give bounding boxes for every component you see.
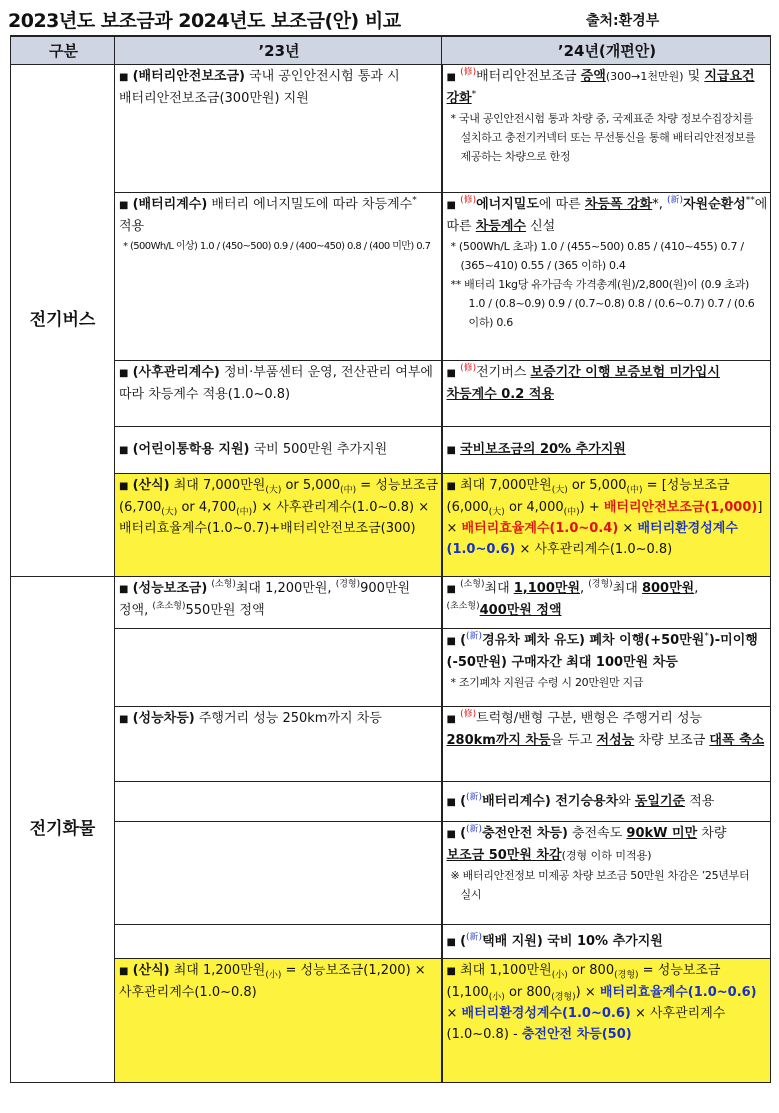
bullet-icon: ■ — [446, 965, 456, 977]
item-emph: 저성능 — [596, 732, 635, 748]
item-text: 주행거리 성능 250km까지 차등 — [194, 710, 382, 726]
item-emph: 800만원 — [641, 580, 695, 596]
footnote-mark: ** — [745, 195, 755, 206]
bullet-icon: ■ — [446, 796, 456, 808]
size-mark: (大) — [161, 507, 178, 518]
item-text: 트럭형/밴형 구분, 밴형은 주행거리 성능 — [476, 710, 703, 726]
item-text: 신설 — [525, 218, 556, 234]
footnote: * 국내 공인안전시험 통과 차량 중, 국제표준 차량 정보수집장치를 설치하고 충전기커넥터 또는 무선통신을 통해 배터리안전정보를 제공하는 차량으로 한정 — [450, 111, 756, 163]
table-row — [11, 64, 771, 192]
cell-2024 — [442, 576, 771, 628]
new-mark: (新) — [466, 932, 483, 943]
cell-2024: ■ ($^{(新)}$배터리계수) 전기승용차와 동일기준 적용 — [442, 781, 771, 821]
item-head: (성능차등) — [132, 710, 195, 726]
item-text: (300→1천만원) — [605, 69, 684, 83]
new-mark: (新) — [466, 631, 483, 642]
table-row — [11, 426, 771, 473]
cell-2024 — [442, 958, 771, 1082]
page-title: 2023년도 보조금과 2024년도 보조금(안) 비교 — [8, 10, 401, 32]
item-text: 에 따른 — [538, 196, 585, 212]
item-text: 최대 1,100만원 — [460, 962, 552, 978]
item-emph: 280km까지 차등 — [446, 732, 551, 748]
item-blue: 배터리환경성계수(1.0~0.6) — [461, 1005, 631, 1021]
item-text: 배터리 에너지밀도에 따라 차등계수 — [207, 196, 413, 212]
size-mark: (中) — [340, 485, 357, 496]
table-row — [11, 706, 771, 781]
bullet-icon: ■ — [119, 71, 129, 83]
bullet-icon: ■ — [119, 480, 129, 492]
header-2024: ’24년(개편안) — [442, 36, 771, 64]
cell-2024 — [442, 192, 771, 360]
item-text: 및 — [683, 68, 705, 84]
cell-2023 — [115, 64, 442, 192]
footnote-mark: * — [704, 631, 709, 642]
item-head: (성능보조금) — [132, 580, 208, 596]
item-blue: 충전안전 차등(50) — [521, 1026, 632, 1042]
table-row — [11, 473, 771, 576]
item-emph: 국비보조금의 20% 추가지원 — [460, 442, 626, 457]
table-row — [11, 958, 771, 1082]
cell-2023 — [115, 628, 442, 706]
item-text: 최대 1,200만원 — [169, 962, 266, 978]
cell-2023 — [115, 426, 442, 473]
table-row — [11, 192, 771, 360]
bullet-icon: ■ — [119, 367, 129, 379]
bullet-icon: ■ — [446, 828, 456, 840]
mod-mark: (修) — [460, 363, 477, 374]
item-head: (어린이통학용 지원) — [132, 442, 250, 457]
item-text: or 4,700 — [177, 499, 237, 515]
item-text: 국비 500만원 추가지원 — [249, 442, 388, 457]
item-text: × 사후관리계수(1.0~0.8) — [515, 541, 673, 557]
footnote-mark: * — [412, 195, 417, 206]
item-text: 900만원 정액, — [119, 580, 411, 618]
item-text: or 4,000 — [504, 499, 564, 515]
item-text: 을 두고 — [550, 732, 597, 748]
table-row — [11, 924, 771, 958]
item-text: × — [618, 520, 638, 536]
item-text: or 800 — [504, 984, 552, 1000]
size-mark: (大) — [265, 485, 282, 496]
bullet-icon: ■ — [119, 713, 129, 725]
bullet-icon: ■ — [446, 71, 456, 83]
bullet-icon: ■ — [446, 445, 456, 456]
item-emph: 동일기준 — [634, 793, 686, 809]
footnote: * (500Wh/L 이상) 1.0 / (450~500) 0.9 / (400~450) 0.8 / (400 미만) 0.7 — [123, 240, 431, 252]
item-emph: 90kW 미만 — [626, 825, 698, 841]
item-text: 최대 1,200만원, — [235, 580, 336, 596]
item-text: = [성능보조금(6,000 — [446, 477, 730, 515]
size-mark: (경형) — [551, 992, 576, 1003]
size-mark: (경형) — [614, 970, 639, 981]
bullet-icon: ■ — [446, 713, 456, 725]
size-mark: (小) — [265, 970, 282, 981]
footnote-mark: * — [471, 89, 477, 100]
table-row — [11, 781, 771, 821]
footnote: * 조기폐차 지원금 수령 시 20만원만 지급 — [450, 675, 644, 689]
item-blue: 배터리효율계수(1.0~0.6) — [599, 984, 757, 1000]
cell-2023 — [115, 360, 442, 426]
cell-2023 — [115, 706, 442, 781]
item-text: 에 따른 — [446, 196, 768, 234]
item-text: 차량 — [697, 825, 727, 841]
item-head: (배터리계수) — [132, 196, 208, 212]
bullet-icon: ■ — [446, 199, 456, 211]
item-emph: 보증기간 이행 보증보험 미가입시 차등계수 0.2 적용 — [446, 364, 720, 402]
bullet-icon: ■ — [446, 936, 456, 948]
item-head: 충전안전 차등) — [482, 825, 568, 841]
item-emph: 차등계수 — [475, 218, 526, 234]
item-text: × — [446, 1005, 462, 1021]
new-mark: (新) — [466, 792, 483, 803]
item-emph: 차등폭 강화 — [584, 196, 653, 212]
header-2023: ’23년 — [115, 36, 442, 64]
bullet-icon: ■ — [446, 367, 456, 379]
category-bus: 전기버스 — [11, 64, 115, 576]
mod-mark: (修) — [460, 709, 477, 720]
table-header-row — [11, 36, 771, 64]
size-mark: (小) — [551, 970, 568, 981]
item-head: 자원순환성 — [683, 196, 746, 212]
item-head: (산식) — [132, 962, 170, 978]
item-emph: 400만원 정액 — [479, 602, 562, 618]
size-mark: (초소형) — [446, 601, 480, 612]
item-text: × 사후관리계수(1.0~0.8) - — [446, 1005, 726, 1042]
item-text: 와 — [618, 793, 635, 809]
item-text: 최대 7,000만원 — [460, 477, 552, 493]
item-red: 배터리안전보조금(1,000) — [603, 499, 758, 515]
item-text: 차량 보조금 — [634, 732, 710, 748]
item-head: )-미이행(-50만원) 구매자간 최대 100만원 차등 — [446, 632, 758, 670]
item-emph: 지급요건 강화 — [446, 68, 755, 106]
item-emph: 1,100만원 — [513, 580, 581, 596]
item-red: 배터리효율계수(1.0~0.4) — [461, 520, 619, 536]
item-head: 경유차 폐차 유도) 폐차 이행(+50만원 — [482, 632, 705, 648]
cell-2024 — [442, 426, 771, 473]
item-text: 적용 — [685, 793, 715, 809]
item-text: ] × — [446, 499, 763, 536]
item-text: or 800 — [567, 962, 615, 978]
cell-2024 — [442, 64, 771, 192]
cell-2023 — [115, 958, 442, 1082]
item-blue: 배터리환경성계수(1.0~0.6) — [446, 520, 738, 557]
table-row — [11, 821, 771, 924]
item-text: = 성능보조금(1,100 — [446, 962, 721, 1000]
cell-2024: ■ ($^{(新)}$택배 지원) 국비 10% 추가지원 — [442, 924, 771, 958]
size-mark: (中) — [626, 485, 643, 496]
item-text: 최대 7,000만원 — [169, 477, 266, 493]
new-mark: (新) — [466, 824, 483, 835]
item-text: 정비·부품센터 운영, 전산관리 여부에 따라 차등계수 적용(1.0~0.8) — [119, 364, 433, 402]
comparison-table — [10, 35, 771, 1083]
table-row — [11, 576, 771, 628]
table-row — [11, 628, 771, 706]
item-text: 국내 공인안전시험 통과 시 배터리안전보조금(300만원) 지원 — [119, 68, 400, 106]
bullet-icon: ■ — [119, 445, 129, 456]
cell-2024 — [442, 360, 771, 426]
item-emph: 대폭 축소 — [709, 732, 765, 748]
category-truck: 전기화물 — [11, 576, 115, 1082]
size-mark: (小) — [488, 992, 505, 1003]
item-text: *, — [652, 196, 667, 212]
item-head: 에너지밀도 — [476, 196, 539, 212]
size-mark: (소형) — [211, 579, 236, 590]
cell-2023 — [115, 924, 442, 958]
source-label: 출처:환경부 — [586, 13, 660, 29]
item-head: (배터리안전보조금) — [132, 68, 245, 84]
bullet-icon: ■ — [119, 199, 129, 211]
header-category: 구분 — [11, 36, 115, 64]
size-mark: (경형) — [335, 579, 361, 590]
item-emph: 보조금 50만원 차감 — [446, 847, 562, 863]
mod-mark: (修) — [460, 195, 477, 206]
bullet-icon: ■ — [446, 480, 456, 492]
size-mark: (초소형) — [152, 601, 186, 612]
item-text: , — [694, 580, 699, 596]
item-text: (경형 이하 미적용) — [561, 848, 652, 862]
bullet-icon: ■ — [119, 583, 129, 595]
size-mark: (大) — [488, 507, 505, 518]
size-mark: (中) — [236, 507, 253, 518]
item-text: 전기버스 — [476, 364, 531, 380]
item-text: or 5,000 — [281, 477, 341, 493]
size-mark: (경형) — [588, 579, 613, 590]
item-text: ) + — [579, 499, 604, 515]
new-mark: (新) — [666, 195, 683, 206]
size-mark: (中) — [563, 507, 580, 518]
cell-2023 — [115, 473, 442, 576]
cell-2023 — [115, 192, 442, 360]
cell-2024: ■ ($^{(新)}$충전안전 차등) 충전속도 90kW 미만 차량 보조금 50만원 차감(경형 이하 미적용) ※ 배터리안전정보 미제공 차량 보조금 50만원 차감은 ’25년부터 실시 — [442, 821, 771, 924]
item-head: 배터리계수) 전기승용차 — [482, 793, 619, 809]
footnote: * (500Wh/L 초과) 1.0 / (455~500) 0.85 / (410~455) 0.7 / (365~410) 0.55 / (365 이하) 0.4 — [450, 239, 744, 272]
footnote: ** 배터리 1kg당 유가금속 가격총계(원)/2,800(원)이 (0.9 초과) 1.0 / (0.8~0.9) 0.9 / (0.7~0.8) 0.8 / (0.6~0.7) 0.7 / (0.6 이하) 0.6 — [450, 277, 755, 329]
item-text: ) × — [575, 984, 600, 1000]
item-text: 550만원 정액 — [185, 602, 265, 618]
item-text: , — [580, 580, 589, 596]
item-text: = 성능보조금(6,700 — [119, 477, 439, 515]
cell-2024: ■ ($^{(新)}$경유차 폐차 유도) 폐차 이행(+50만원*)-미이행(-50만원) 구매자간 최대 100만원 차등 * 조기폐차 지원금 수령 시 20만원만 지급 — [442, 628, 771, 706]
cell-2023 — [115, 781, 442, 821]
item-text: ) × 사후관리계수(1.0~0.8) × 배터리효율계수(1.0~0.7)+배터리안전보조금(300) — [119, 499, 430, 536]
cell-2023 — [115, 821, 442, 924]
item-text: 최대 — [484, 580, 514, 596]
bullet-icon: ■ — [119, 965, 129, 977]
cell-2023 — [115, 576, 442, 628]
bullet-icon: ■ — [446, 635, 456, 647]
bullet-icon: ■ — [446, 583, 456, 595]
size-mark: (소형) — [460, 579, 485, 590]
header — [8, 6, 771, 34]
cell-2024 — [442, 706, 771, 781]
item-head: (사후관리계수) — [132, 364, 220, 380]
item-text: = 성능보조금(1,200) × 사후관리계수(1.0~0.8) — [119, 962, 426, 1000]
item-text: 적용 — [119, 218, 145, 234]
item-text: 최대 — [612, 580, 642, 596]
item-text: or 5,000 — [567, 477, 627, 493]
mod-mark: (修) — [460, 67, 477, 78]
table-row — [11, 360, 771, 426]
footnote: ※ 배터리안전정보 미제공 차량 보조금 50만원 차감은 ’25년부터 실시 — [450, 868, 750, 901]
item-emph: 증액 — [580, 68, 606, 84]
item-head: (산식) — [132, 477, 170, 493]
size-mark: (大) — [551, 485, 568, 496]
item-head: 택배 지원) 국비 10% 추가지원 — [482, 933, 663, 949]
item-text: 배터리안전보조금 — [476, 68, 581, 84]
item-text: 충전속도 — [567, 825, 627, 841]
cell-2024 — [442, 473, 771, 576]
